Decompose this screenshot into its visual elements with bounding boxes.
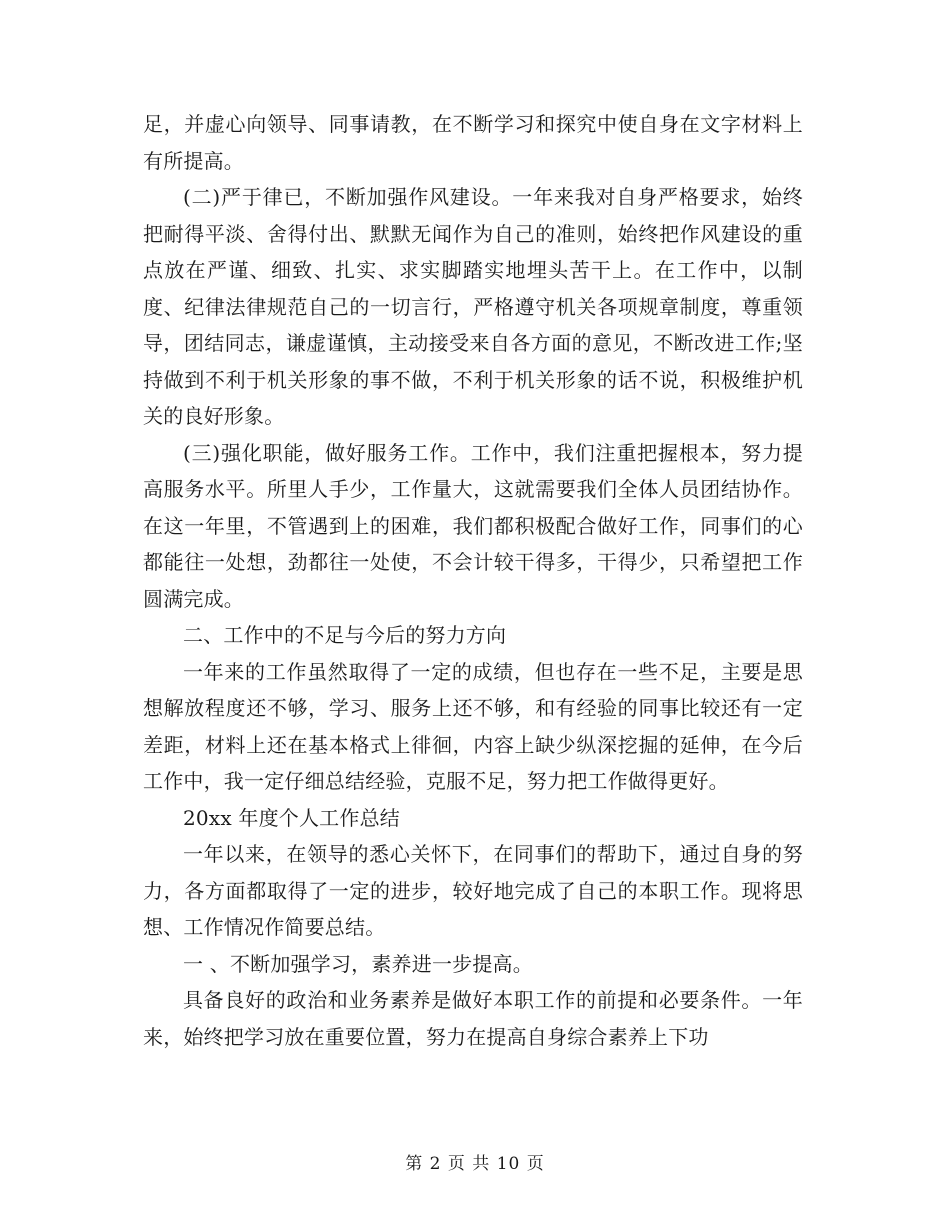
paragraph-2: (二)严于律已，不断加强作风建设。一年来我对自身严格要求，始终把耐得平淡、舍得付出、默默无闻作为自己的准则，始终把作风建设的重点放在严谨、细致、扎实、求实脚踏实地埋头苦干上。在工作中，以制度、纪律法律规范自己的一切言行，严格遵守机关各项规章制度，尊重领导，团结同志，谦虚谨慎，主动接受来自各方面的意见，不断改进工作;坚持做到不利于机关形象的事不做，不利于机关形象的话不说，积极维护机关的良好形象。 <box>143 185 803 428</box>
page-number-footer: 第 2 页 共 10 页 <box>405 1154 545 1174</box>
paragraph-6: 具备良好的政治和业务素养是做好本职工作的前提和必要条件。一年来，始终把学习放在重要位置，努力在提高自身综合素养上下功 <box>143 988 803 1049</box>
document-body <box>143 106 803 1055</box>
paragraph-3: (三)强化职能，做好服务工作。工作中，我们注重把握根本，努力提高服务水平。所里人手少，工作量大，这就需要我们全体人员团结协作。在这一年里，不管遇到上的困难，我们都积极配合做好工作，同事们的心都能往一处想，劲都往一处使，不会计较干得多，干得少，只希望把工作圆满完成。 <box>143 440 803 611</box>
paragraph-1: 足，并虚心向领导、同事请教，在不断学习和探究中使自身在文字材料上有所提高。 <box>143 112 803 173</box>
section-heading-study: 一 、不断加强学习，素养进一步提高。 <box>183 951 533 976</box>
paragraph-4: 一年来的工作虽然取得了一定的成绩，但也存在一些不足，主要是思想解放程度还不够，学习、服务上还不够，和有经验的同事比较还有一定差距，材料上还在基本格式上徘徊，内容上缺少纵深挖掘的延伸，在今后工作中，我一定仔细总结经验，克服不足，努力把工作做得更好。 <box>143 659 803 793</box>
section-heading-shortcomings: 二、工作中的不足与今后的努力方向 <box>183 623 507 647</box>
document-title: 20xx 年度个人工作总结 <box>183 805 400 830</box>
paragraph-5: 一年以来，在领导的悉心关怀下，在同事们的帮助下，通过自身的努力，各方面都取得了一定的进步，较好地完成了自己的本职工作。现将思想、工作情况作简要总结。 <box>143 842 803 939</box>
